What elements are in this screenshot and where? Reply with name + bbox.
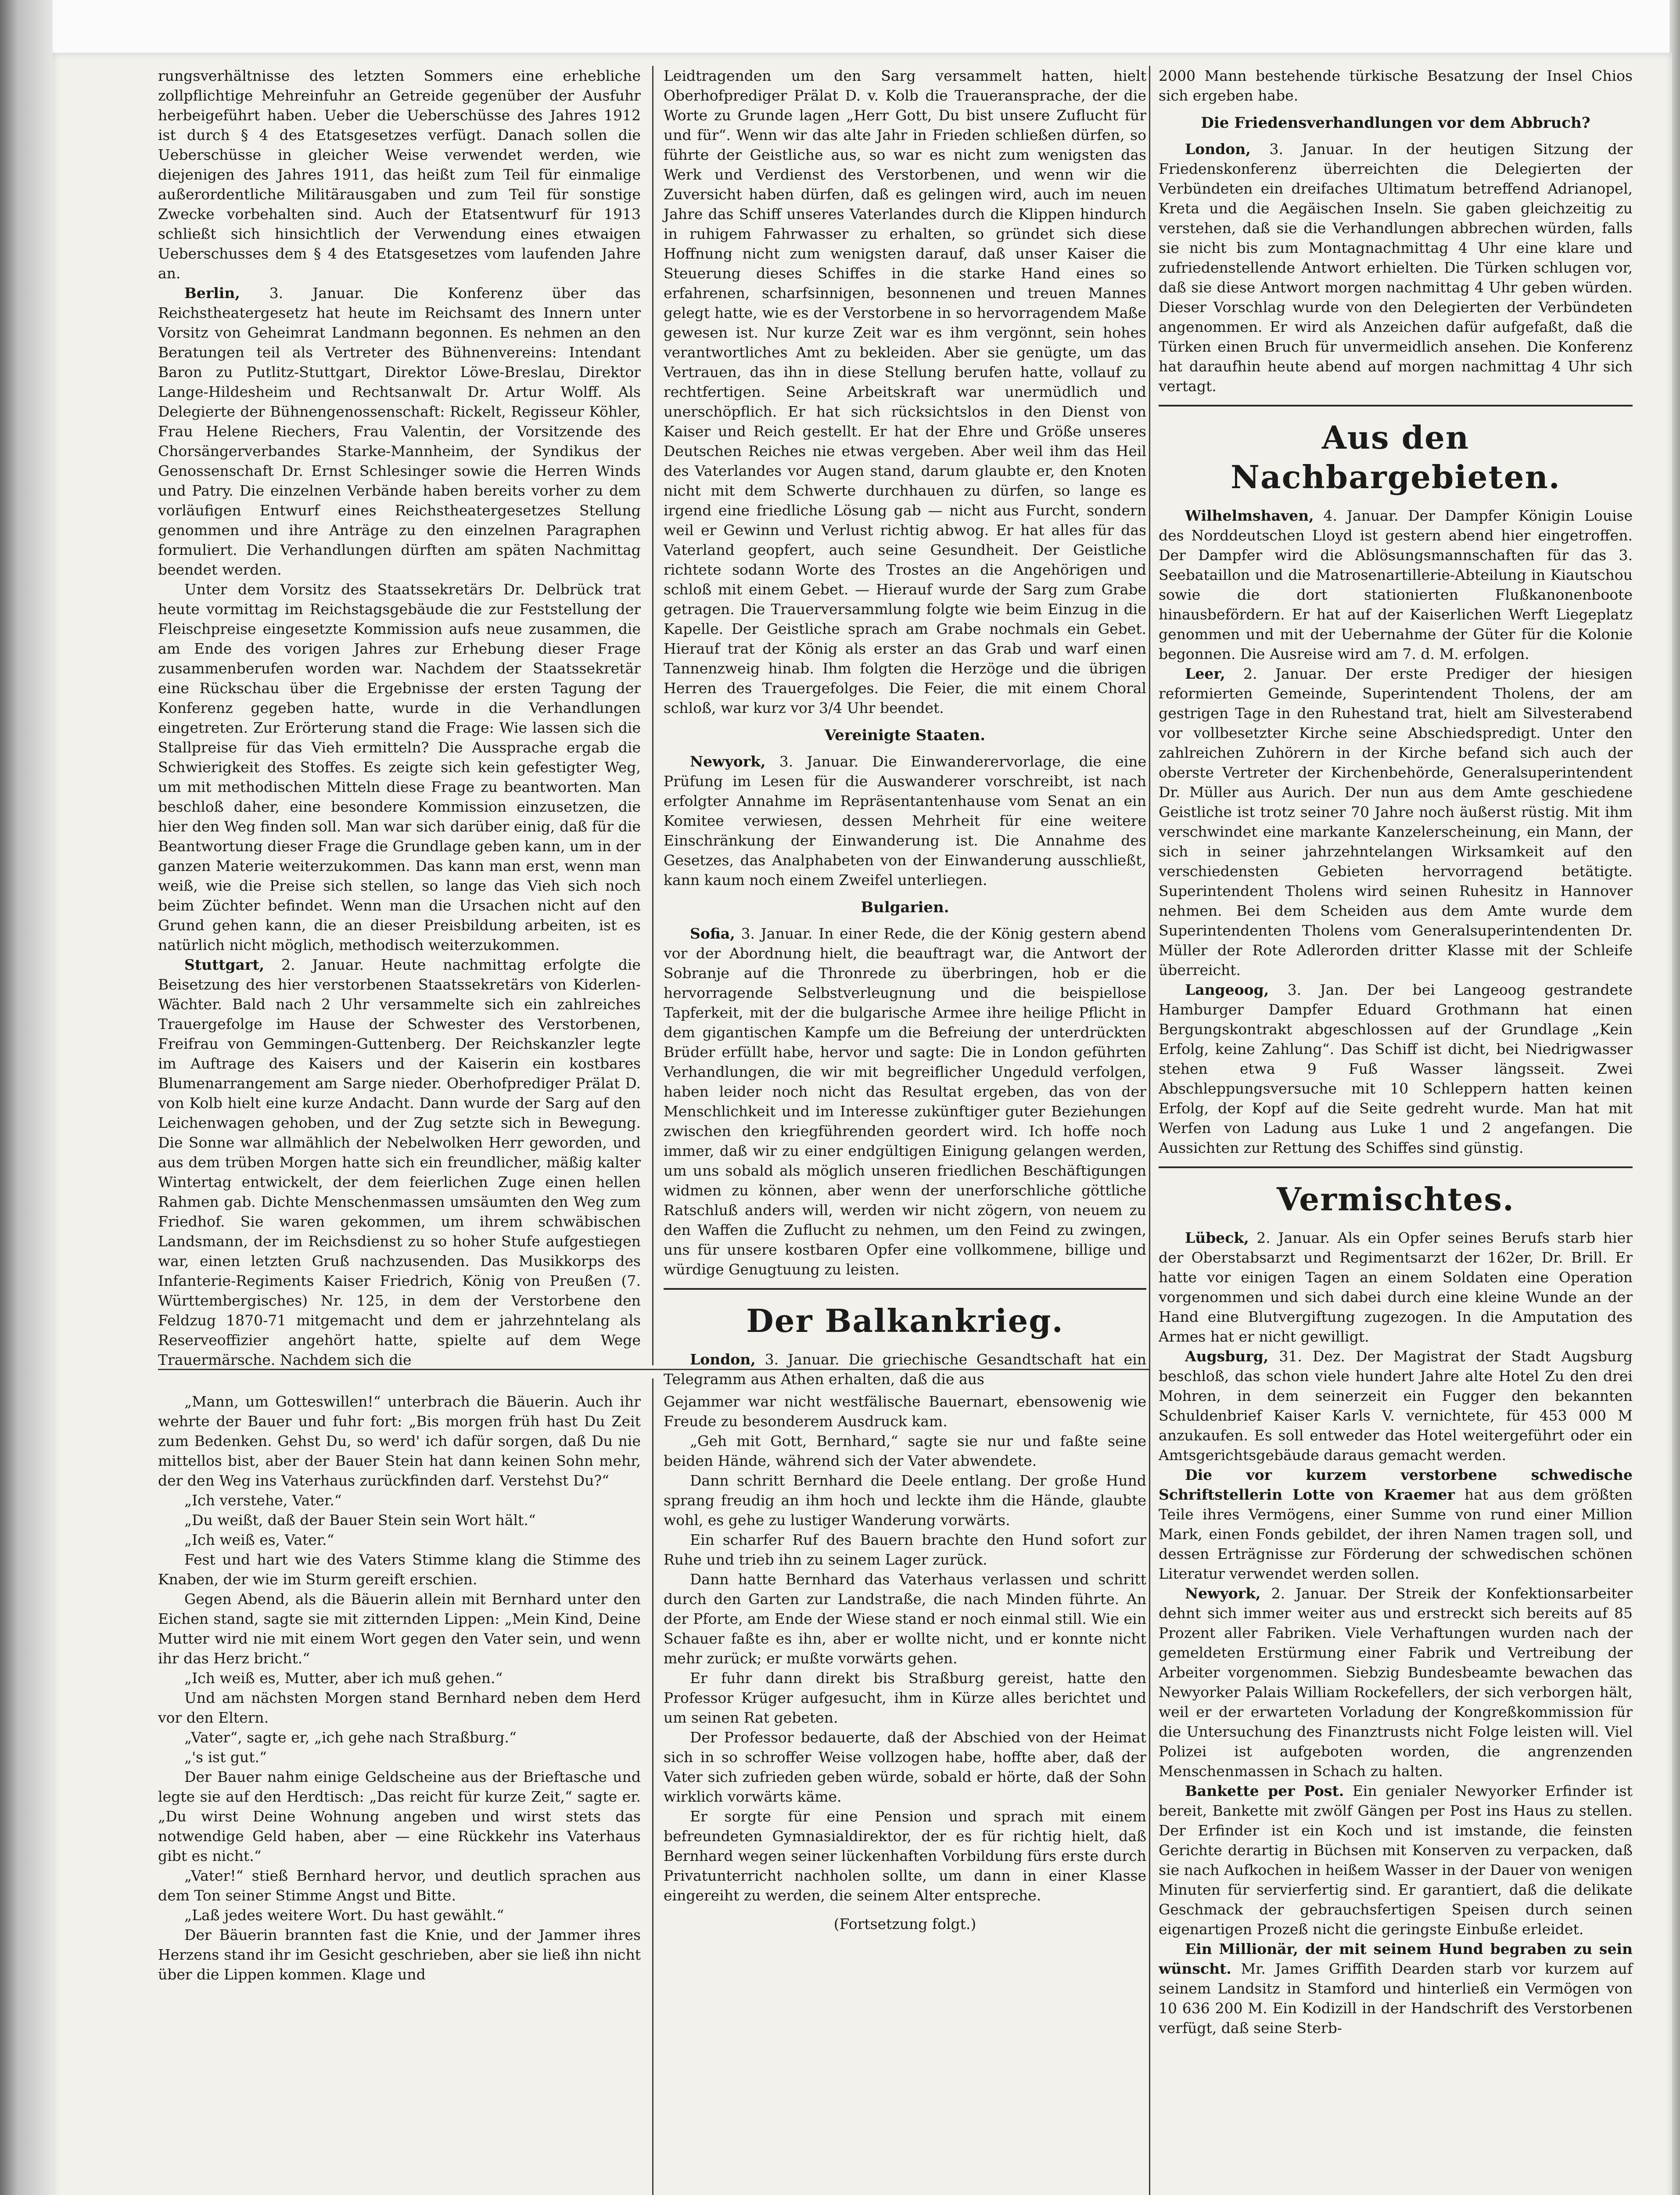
column-3: [1159, 66, 1633, 2038]
story-paragraph: „Vater“, sagte er, „ich gehe nach Straßburg.“: [184, 1729, 517, 1746]
dateline: Leer,: [1185, 665, 1225, 682]
story-paragraph: Und am nächsten Morgen stand Bernhard neben dem Herd vor den Eltern.: [158, 1689, 641, 1726]
continuation-note: (Fortsetzung folgt.): [833, 1915, 976, 1932]
feuilleton-right: [664, 1392, 1146, 1934]
story-paragraph: „Geh mit Gott, Bernhard,“ sagte sie nur und faßte seine beiden Hände, während sich der Vater abwendete.: [664, 1432, 1146, 1469]
dateline: Sofia,: [690, 925, 735, 942]
story-paragraph: Er fuhr dann direkt bis Straßburg gereist, hatte den Professor Krüger aufgesucht, ihm in Kürze alles berichtet und um seinen Rat gebeten.: [664, 1670, 1146, 1726]
news-item: [1159, 1346, 1633, 1465]
news-item: [1159, 1228, 1633, 1346]
news-text: 2. Januar. Der Streik der Konfektionsarbeiter dehnt sich immer weiter aus und erstreckt sich bereits auf 85 Prozent aller Fabriken. Viele Verhaftungen wurden nach der gemeldeten Erstürmung einer Fabrik und Vertreibung der Arbeiter vorgenommen. Siebzig Bundesbeamte bewachen das Newyorker Palais William Rockefellers, der sich verborgen hält, weil er der erwarteten Vorladung der Kongreßkommission für die Untersuchung des Finanztrusts nicht Folge leisten will. Viel Polizei ist aufgeboten worden, die angrenzenden Menschenmassen in Schach zu halten.: [1159, 1585, 1633, 1780]
dateline: Lübeck,: [1185, 1229, 1249, 1246]
story-paragraph: „Ich verstehe, Vater.“: [184, 1492, 342, 1509]
dateline: Wilhelmshaven,: [1185, 507, 1314, 524]
section-rule: [1159, 405, 1633, 407]
story-paragraph: „Du weißt, daß der Bauer Stein sein Wort hält.“: [184, 1511, 536, 1529]
news-item: [664, 924, 1146, 1279]
paragraph: 2000 Mann bestehende türkische Besatzung der Insel Chios sich ergeben habe.: [1159, 67, 1633, 104]
story-paragraph: „'s ist gut.“: [184, 1749, 267, 1766]
dateline: Ein Millionär, der mit seinem Hund begraben zu sein wünscht.: [1159, 1940, 1633, 1977]
story-paragraph: Dann hatte Bernhard das Vaterhaus verlassen und schritt durch den Garten zur Landstraße, die nach Minden führte. An der Pforte, am Ende der Wiese stand er noch einmal still. Wie ein Schauer faßte es ihn, aber er wollte nicht, und er konnte nicht mehr zurück; er mußte vorwärts gehen.: [664, 1571, 1146, 1667]
section-heading: Vereinigte Staaten.: [824, 727, 986, 744]
news-item: [1159, 980, 1633, 1158]
news-text: hat aus dem größten Teile ihres Vermögens, einer Summe von rund einer Million Mark, einen Fonds gebildet, der ihren Namen tragen soll, und dessen Erträgnisse zur Förderung der schwedischen schönen Literatur verwendet werden sollen.: [1159, 1486, 1633, 1582]
news-text: 3. Januar. Die Konferenz über das Reichstheatergesetz hat heute im Reichsamt des Innern unter Vorsitz von Geheimrat Landmann begonnen. Es nehmen an den Beratungen teil als Vertreter des Bühnenvereins: Intendant Baron zu Putlitz-Stuttgart, Direktor Löwe-Breslau, Direktor Lange-Hildesheim und Rechtsanwalt Dr. Artur Wolff. Als Delegierte der Bühnengenossenschaft: Rickelt, Regisseur Köhler, Frau Helene Riechers, Frau Valentin, der Vorsitzende des Chorsängerverbandes Starke-Mannheim, der Syndikus der Genossenschaft Dr. Ernst Schlesinger sowie die Herren Winds und Patry. Die einzelnen Verbände haben bereits vorher zu dem vorläufigen Entwurf eines Reichstheatergesetzes Stellung genommen und ihre Anträge zu den einzelnen Paragraphen formuliert. Die Verhandlungen dürften am späten Nachmittag beendet werden.: [158, 284, 641, 578]
story-paragraph: Fest und hart wie des Vaters Stimme klang die Stimme des Knaben, der wie im Sturm gereift erschien.: [158, 1551, 641, 1588]
news-text: Ein genialer Newyorker Erfinder ist bereit, Bankette mit zwölf Gängen per Post ins Haus zu stellen. Der Erfinder ist ein Koch und ist imstande, die feinsten Gerichte derartig in Büchsen mit Konserven zu verpacken, daß sie nach Aufkochen in heißem Wasser in der Dauer von wenigen Minuten für servierfertig sind. Er garantiert, daß die delikate Geschmack der gebrauchsfertigen Speisen durch seinen eigenartigen Prozeß nicht die geringste Einbuße erleidet.: [1159, 1782, 1633, 1938]
dateline: Augsburg,: [1185, 1348, 1269, 1365]
section-rule: [1159, 1166, 1633, 1168]
dateline: Langeoog,: [1185, 981, 1269, 998]
dateline: Berlin,: [184, 284, 240, 302]
dateline: London,: [1185, 140, 1251, 158]
section-rule: [664, 1288, 1146, 1290]
story-paragraph: „Mann, um Gotteswillen!“ unterbrach die Bäuerin. Auch ihr wehrte der Bauer und fuhr fort: „Bis morgen früh hast Du Zeit zum Bedenken. Gehst Du, so werd' ich dafür sorgen, daß Du nie mittellos bist, aber der Bauer Stein hat dann keinen Sohn mehr, der den Weg ins Vaterhaus zurückfinden darf. Verstehst Du?“: [158, 1393, 641, 1489]
news-text: 2. Januar. Heute nachmittag erfolgte die Beisetzung des hier verstorbenen Staatssekretärs von Kiderlen-Wächter. Bald nach 2 Uhr versammelte sich ein zahlreiches Trauergefolge im Hause der Schwester des Verstorbenen, Freifrau von Gemmingen-Guttenberg. Der Reichskanzler legte im Auftrage des Kaisers und der Kaiserin ein kostbares Blumenarrangement am Sarge nieder. Oberhofprediger Prälat D. von Kolb hielt eine kurze Andacht. Dann wurde der Sarg auf den Leichenwagen gehoben, und der Zug setzte sich in Bewegung. Die Sonne war allmählich der Nebelwolken Herr geworden, und aus dem trüben Morgen hatte sich ein freundlicher, mäßig kalter Wintertag entwickelt, der dem feierlichen Zuge einen hellen Rahmen gab. Dichte Menschenmassen umsäumten den Weg zum Friedhof. Sie waren gekommen, um ihrem schwäbischen Landsmann, der im Reichsdienst zu so hoher Stufe aufgestiegen war, einen letzten Gruß nachzusenden. Das Musikkorps des Infanterie-Regiments Kaiser Friedrich, König von Preußen (7. Württembergisches) Nr. 125, in dem der Verstorbene den Feldzug 1870-71 mitgemacht und dem er jahrzehntelang als Reserveoffizier angehört hatte, spielte auf dem Wege Trauermärsche. Nachdem sich die: [158, 956, 641, 1368]
paragraph: rungsverhältnisse des letzten Sommers eine erhebliche zollpflichtige Mehreinfuhr an Getreide gegenüber der Ausfuhr herbeigeführt haben. Ueber die Ueberschüsse des Jahres 1912 ist durch § 4 des Etatsgesetzes verfügt. Danach sollen die Ueberschüsse in gleicher Weise verwendet werden, wie diejenigen des Jahres 1911, das heißt zum Teil für einmalige außerordentliche Militärausgaben und zum Teil für sonstige Zwecke vorbehalten sind. Auch der Etatsentwurf für 1913 schließt sich hinsichtlich der Verwendung eines etwaigen Ueberschusses dem § 4 des Etatsgesetzes vom laufenden Jahre an.: [158, 67, 641, 282]
story-paragraph: „Ich weiß es, Vater.“: [184, 1531, 334, 1548]
news-item: [1159, 1465, 1633, 1583]
page-binding-edge: [0, 0, 53, 2195]
dateline: Newyork,: [1185, 1585, 1261, 1602]
section-title: Vermischtes.: [1277, 1180, 1515, 1218]
story-paragraph: „Vater!“ stieß Bernhard hervor, und deutlich sprachen aus dem Ton seiner Stimme Angst und Bitte.: [158, 1867, 641, 1904]
story-paragraph: Der Bäuerin brannten fast die Knie, und der Jammer ihres Herzens stand ihr im Gesicht geschrieben, aber sie ließ ihn nicht über die Lippen kommen. Klage und: [158, 1926, 641, 1983]
section-title: Der Balkankrieg.: [746, 1302, 1064, 1339]
column-rule: [652, 1378, 653, 2195]
section-heading: Bulgarien.: [861, 899, 949, 916]
feuilleton-left: [158, 1392, 641, 1984]
dateline: Bankette per Post.: [1185, 1782, 1344, 1799]
story-paragraph: Der Professor bedauerte, daß der Abschied von der Heimat sich in so schroffer Weise vollzogen habe, hoffte aber, daß der Vater sich zufrieden geben würde, sobald er hörte, daß der Sohn wirklich vorwärts käme.: [664, 1729, 1146, 1805]
story-paragraph: Er sorgte für eine Pension und sprach mit einem befreundeten Gymnasialdirektor, der es für richtig hielt, daß Bernhard wegen seiner lückenhaften Vorbildung fürs erste durch Privatunterricht nachholen sollte, um dann in einer Klasse eingereiht zu werden, die seinem Alter entspreche.: [664, 1808, 1146, 1904]
news-text: 3. Januar. In der heutigen Sitzung der Friedenskonferenz überreichten die Delegierten der Verbündeten ein dreifaches Ultimatum betreffend Adrianopel, Kreta und die Aegäischen Inseln. Sie gaben gleichzeitig zu verstehen, daß sie die Verhandlungen abbrechen würden, falls sie nicht bis zum Montagnachmittag 4 Uhr eine klare und zufriedenstellende Antwort erhielten. Die Türken schlugen vor, daß sie diese Antwort morgen nachmittag 4 Uhr geben würden. Dieser Vorschlag wurde von den Delegierten der Verbündeten angenommen. Er wird als Anzeichen dafür aufgefaßt, daß die Türken einen Bruch für unvermeidlich ansehen. Die Konferenz hat daraufhin heute abend auf morgen nachmittag 4 Uhr sich vertagt.: [1159, 140, 1633, 395]
news-item: [664, 752, 1146, 890]
dateline: London,: [690, 1351, 756, 1368]
news-item: [1159, 1939, 1633, 2038]
news-text: 31. Dez. Der Magistrat der Stadt Augsburg beschloß, das schon viele hundert Jahre alte Hotel Zu den drei Mohren, in dem seinerzeit ein Fugger den bekannten Schuldenbrief Kaiser Karls V. vernichtete, für 453 000 M anzukaufen. Es soll entweder das Hotel weitergeführt oder ein Amtsgerichtsgebäude daraus gemacht werden.: [1159, 1348, 1633, 1464]
news-text: 4. Januar. Der Dampfer Königin Louise des Norddeutschen Lloyd ist gestern abend hier eingetroffen. Der Dampfer wird die Ablösungsmannschaften für das 3. Seebataillon und die Matrosenartillerie-Abteilung in Kiautschou sowie die dort stationierten Flußkanonenboote hinausbefördern. Er hat auf der Kaiserlichen Werft Liegeplatz genommen und mit der Uebernahme der Güter für die Kolonie begonnen. Die Ausreise wird am 7. d. M. erfolgen.: [1159, 507, 1633, 662]
column-rule: [1149, 66, 1150, 2195]
section-heading: Die Friedensverhandlungen vor dem Abbruch?: [1201, 114, 1590, 132]
news-text: 2. Januar. Der erste Prediger der hiesigen reformierten Gemeinde, Superintendent Tholens, der am gestrigen Tage in den Ruhestand trat, hielt am Silvesterabend vor vollbesetzter Kirche seine Abschiedspredigt. Unter den zahlreichen Zuhörern in der Kirche befand sich auch der oberste Vertreter der Kirchenbehörde, Generalsuperintendent Dr. Müller aus Aurich. Der nun aus dem Amte geschiedene Geistliche ist trotz seiner 70 Jahre noch äußerst rüstig. Mit ihm verschwindet eine markante Kanzelerscheinung, ein Mann, der sich in seiner jahrzehntelangen Wirksamkeit auf den verschiedensten Gebieten hervorragend betätigte. Superintendent Tholens wird seinen Ruhesitz in Hannover nehmen. Bei dem Scheiden aus dem Amte wurde dem Superintendenten Tholens vom Generalsuperintendenten Dr. Müller der Rote Adlerorden dritter Klasse mit der Schleife überreicht.: [1159, 665, 1633, 979]
section-title: Aus den Nachbargebieten.: [1231, 419, 1561, 496]
news-item: [1159, 1781, 1633, 1939]
story-paragraph: Gegen Abend, als die Bäuerin allein mit Bernhard unter den Eichen stand, sagte sie mit zitternden Lippen: „Mein Kind, Deine Mutter wird nie mit einem Wort gegen den Vater sein, und wenn ihr das Herz bricht.“: [158, 1590, 641, 1667]
paragraph: Unter dem Vorsitz des Staatssekretärs Dr. Delbrück trat heute vormittag im Reichstagsgebäude die zur Feststellung der Fleischpreise eingesetzte Kommission aufs neue zusammen, die am Ende des vorigen Jahres zur Erhebung dieser Frage zusammenberufen worden war. Nachdem der Staatssekretär eine Rückschau über die Ergebnisse der ersten Tagung der Konferenz gegeben hatte, wurde in die Verhandlungen eingetreten. Zur Erörterung stand die Frage: Wie lassen sich die Stallpreise für das Vieh ermitteln? Die Aussprache ergab die Schwierigkeit des Stoffes. Es zeigte sich kein gefestigter Weg, um mit methodischen Mitteln diese Frage zu beantworten. Man beschloß daher, eine besondere Kommission einzusetzen, die hier den Weg finden soll. Man war sich darüber einig, daß für die Beantwortung dieser Frage die Grundlage geben kann, um in der ganzen Materie weiterzukommen. Das kann man erst, wenn man weiß, wie die Preise sich stellen, so lange das Vieh sich noch beim Züchter befindet. Wenn man die Ursachen nicht auf den Grund gehen kann, die an dieser Preisbildung arbeiten, ist es natürlich nicht möglich, methodisch weiterzukommen.: [158, 581, 641, 954]
news-item: [1159, 664, 1633, 980]
dateline: Die vor kurzem verstorbene schwedische Schriftstellerin Lotte von Kraemer: [1159, 1466, 1633, 1503]
column-1: [158, 66, 641, 1370]
news-item: [1159, 1583, 1633, 1781]
paragraph: Leidtragenden um den Sarg versammelt hatten, hielt Oberhofprediger Prälat D. v. Kolb die Traueransprache, der die Worte zu Grunde lagen „Herr Gott, Du bist unsere Zuflucht für und für“. Wenn wir das alte Jahr in Frieden schließen dürfen, so führte der Geistliche aus, so war es nicht zum wenigsten das Werk und Verdienst des Verstorbenen, und wenn wir die Zuversicht haben dürfen, daß es gelingen wird, auch im neuen Jahre das Schiff unseres Vaterlandes durch die Klippen hindurch in ruhigem Fahrwasser zu erhalten, so gründet sich diese Hoffnung nicht zum wenigsten darauf, daß unser Kaiser die Steuerung dieses Schiffes in die starke Hand eines so erfahrenen, scharfsinnigen, besonnenen und treuen Mannes gelegt hatte, wie es der Verstorbene in so hervorragendem Maße gewesen ist. Nur kurze Zeit war es ihm vergönnt, sein hohes verantwortliches Amt zu bekleiden. Aber sie genügte, um das Vertrauen, das ihn in diese Stellung berufen hatte, vollauf zu rechtfertigen. Seine Arbeitskraft war unermüdlich und unerschöpflich. Er hat sich rücksichtslos in den Dienst von Kaiser und Reich gestellt. Er hat der Ehre und Größe unseres Deutschen Reiches nie etwas vergeben. Aber weil ihm das Heil des Vaterlandes vor Augen stand, darum glaubte er, den Knoten nicht mit dem Schwerte durchhauen zu dürfen, so lange es irgend eine friedliche Lösung gab — nicht aus Furcht, sondern weil er Gewinn und Verlust richtig abwog. Er hat alles für das Vaterland geopfert, auch seine Gesundheit. Der Geistliche richtete sodann Worte des Trostes an die Angehörigen und schloß mit einem Gebet. — Hierauf wurde der Sarg zum Grabe getragen. Die Trauerversammlung folgte wie beim Einzug in die Kapelle. Der Geistliche sprach am Grabe nochmals ein Gebet. Hierauf trat der König als erster an das Grab und warf einen Tannenzweig hinab. Ihm folgten die Herzöge und die übrigen Herren des Trauergefolges. Die Feier, die mit einem Choral schloß, war kurz vor 3/4 Uhr beendet.: [664, 67, 1146, 716]
news-text: 3. Jan. Der bei Langeoog gestrandete Hamburger Dampfer Eduard Grothmann hat einen Bergungskontrakt abgeschlossen auf der Grundlage „Kein Erfolg, keine Zahlung“. Das Schiff ist dicht, bei Niedrigwasser stehen etwa 9 Fuß Wasser längsseit. Zwei Abschleppungsversuche mit 10 Schleppern hatten keinen Erfolg, der Kopf auf die Seite gedreht wurde. Man hat mit Werfen von Ladung aus Luke 1 und 2 angefangen. Die Aussichten zur Rettung des Schiffes sind günstig.: [1159, 981, 1633, 1156]
column-rule: [652, 66, 653, 1365]
dateline: Stuttgart,: [184, 956, 265, 973]
story-paragraph: Ein scharfer Ruf des Bauern brachte den Hund sofort zur Ruhe und trieb ihn zu seinem Lager zurück.: [664, 1531, 1146, 1568]
news-text: Mr. James Griffith Dearden starb vor kurzem auf seinem Landsitz in Stamford und hinterließ ein Vermögen von 10 636 200 M. Ein Kodizill in der Handschrift des Verstorbenen verfügt, daß seine Sterb-: [1159, 1960, 1633, 2037]
column-2: [664, 66, 1146, 1389]
story-paragraph: „Ich weiß es, Mutter, aber ich muß gehen.“: [184, 1670, 503, 1687]
news-item: [664, 1349, 1146, 1389]
news-text: 2. Januar. Als ein Opfer seines Berufs starb hier der Oberstabsarzt und Regimentsarzt der 162er, Dr. Brill. Er hatte vor einigen Tagen an einem Soldaten eine Operation vorgenommen und sich dabei durch eine kleine Wunde an der Hand eine Blutvergiftung zugezogen. In die Amputation des Armes hat er nicht gewilligt.: [1159, 1229, 1633, 1345]
story-paragraph: Der Bauer nahm einige Geldscheine aus der Brieftasche und legte sie auf den Herdtisch: „Das reicht für kurze Zeit,“ sagte er. „Du wirst Deine Wohnung angeben und wirst stets das notwendige Geld haben, aber — eine Rückkehr ins Vaterhaus gibt es nicht.“: [158, 1768, 641, 1864]
story-paragraph: Gejammer war nicht westfälische Bauernart, ebensowenig wie Freude zu besonderem Ausdruck kam.: [664, 1393, 1146, 1430]
news-text: 3. Januar. Die griechische Gesandtschaft hat ein Telegramm aus Athen erhalten, daß die aus: [664, 1351, 1146, 1388]
news-item: [1159, 139, 1633, 396]
dateline: Newyork,: [690, 753, 766, 770]
story-paragraph: Dann schritt Bernhard die Deele entlang. Der große Hund sprang freudig an ihm hoch und leckte ihm die Hände, glaubte wohl, es gehe zu lustiger Wanderung vorwärts.: [664, 1472, 1146, 1529]
news-item: [158, 283, 641, 579]
news-item: [1159, 506, 1633, 664]
news-item: [158, 955, 641, 1370]
story-paragraph: „Laß jedes weitere Wort. Du hast gewählt.“: [184, 1907, 504, 1924]
news-text: 3. Januar. Die Einwanderervorlage, die eine Prüfung im Lesen für die Auswanderer vorschreibt, ist nach erfolgter Annahme im Repräsentantenhause vom Senat an ein Komitee verwiesen, dessen Mehrheit für eine weitere Einschränkung der Einwanderung ist. Die Annahme des Gesetzes, das Analphabeten von der Einwanderung ausschließt, kann kaum noch einem Zweifel unterliegen.: [664, 753, 1146, 889]
news-text: 3. Januar. In einer Rede, die der König gestern abend vor der Abordnung hielt, die beauftragt war, die Antwort der Sobranje auf die Thronrede zu überbringen, hob er die hervorragende Selbstverleugnung und die beispiellose Tapferkeit, mit der die bulgarische Armee ihre heilige Pflicht in dem gigantischen Kampfe um die Befreiung der unterdrückten Brüder erfüllt habe, hervor und sagte: Die in London geführten Verhandlungen, die wir mit begreiflicher Ungeduld verfolgen, haben leider noch nicht das Resultat ergeben, das von der Menschlichkeit und im Interesse zukünftiger guter Beziehungen zwischen den kriegführenden geordert wird. Ich hoffe noch immer, daß wir zu einer endgültigen Einigung gelangen werden, um uns sobald als möglich unseren friedlichen Beschäftigungen widmen zu können, aber wenn der unerforschliche göttliche Ratschluß anders will, werden wir nicht zögern, von neuem zu den Waffen die Zuflucht zu nehmen, um den Feind zu zwingen, uns für unsere kostbaren Opfer eine vollkommene, billige und würdige Genugtuung zu leisten.: [664, 925, 1146, 1278]
